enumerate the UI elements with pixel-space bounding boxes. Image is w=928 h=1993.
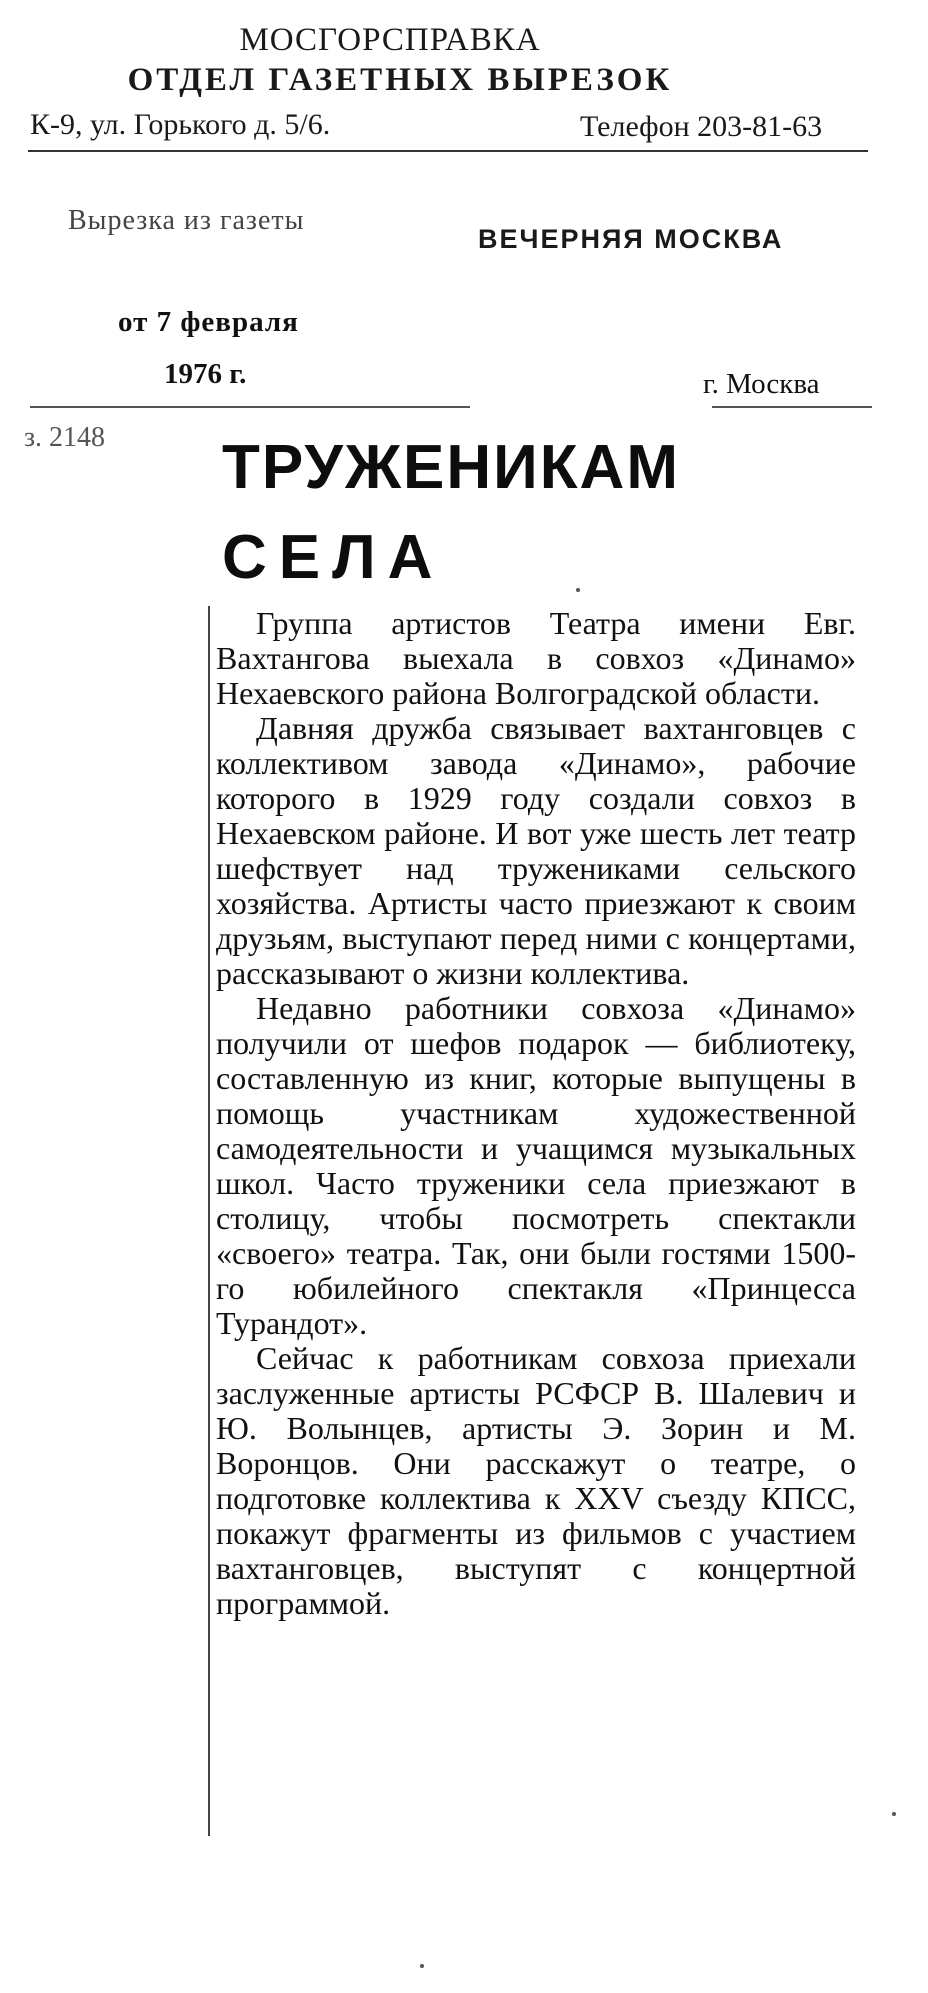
newspaper-name: ВЕЧЕРНЯЯ МОСКВА — [478, 224, 784, 254]
print-speck — [576, 588, 580, 592]
headline-line-2: СЕЛА — [222, 523, 445, 592]
city-underline — [712, 406, 872, 408]
column-rule — [208, 606, 210, 1836]
clipping-label: Вырезка из газеты — [68, 205, 305, 236]
publication-city: г. Москва — [703, 368, 820, 400]
header-underline — [28, 150, 868, 152]
department-name: ОТДЕЛ ГАЗЕТНЫХ ВЫРЕЗОК — [127, 62, 673, 98]
article-paragraph: Группа артистов Театра имени Евг. Вахтангова выехала в совхоз «Динамо» Нехаевского района Волгоградской области. — [216, 605, 856, 711]
agency-name: МОСГОРСПРАВКА — [239, 22, 541, 58]
article-paragraph: Недавно работники совхоза «Динамо» получили от шефов подарок — библиотеку, составленную из книг, которые выпущены в помощь участникам художественной самодеятельности и учащимся музыкальных школ. Часто труженики села приезжают в столицу, чтобы посмотреть спектакли «своего» театра. Так, они были гостями 1500-го юбилейного спектакля «Принцесса Турандот». — [216, 990, 856, 1341]
date-underline — [30, 406, 470, 408]
headline-line-1: ТРУЖЕНИКАМ — [222, 433, 680, 502]
agency-phone: Телефон 203-81-63 — [580, 110, 823, 143]
print-speck — [420, 1964, 424, 1968]
print-speck — [892, 1812, 896, 1816]
agency-address: К-9, ул. Горького д. 5/6. — [30, 108, 331, 141]
article-body — [216, 606, 856, 1621]
order-number: з. 2148 — [24, 422, 106, 453]
publication-year: 1976 г. — [164, 358, 247, 390]
article-paragraph: Давняя дружба связывает вахтанговцев с коллективом завода «Динамо», рабочие которого в 1929 году создали совхоз в Нехаевском районе. И вот уже шесть лет театр шефствует над тружениками сельского хозяйства. Артисты часто приезжают к своим друзьям, выступают перед ними с концертами, рассказывают о жизни коллектива. — [216, 710, 856, 991]
article-paragraph: Сейчас к работникам совхоза приехали заслуженные артисты РСФСР В. Шалевич и Ю. Волынцев, артисты Э. Зорин и М. Воронцов. Они расскажут о театре, о подготовке коллектива к XXV съезду КПСС, покажут фрагменты из фильмов с участием вахтанговцев, выступят с концертной программой. — [216, 1340, 856, 1621]
publication-date: от 7 февраля — [118, 306, 299, 338]
